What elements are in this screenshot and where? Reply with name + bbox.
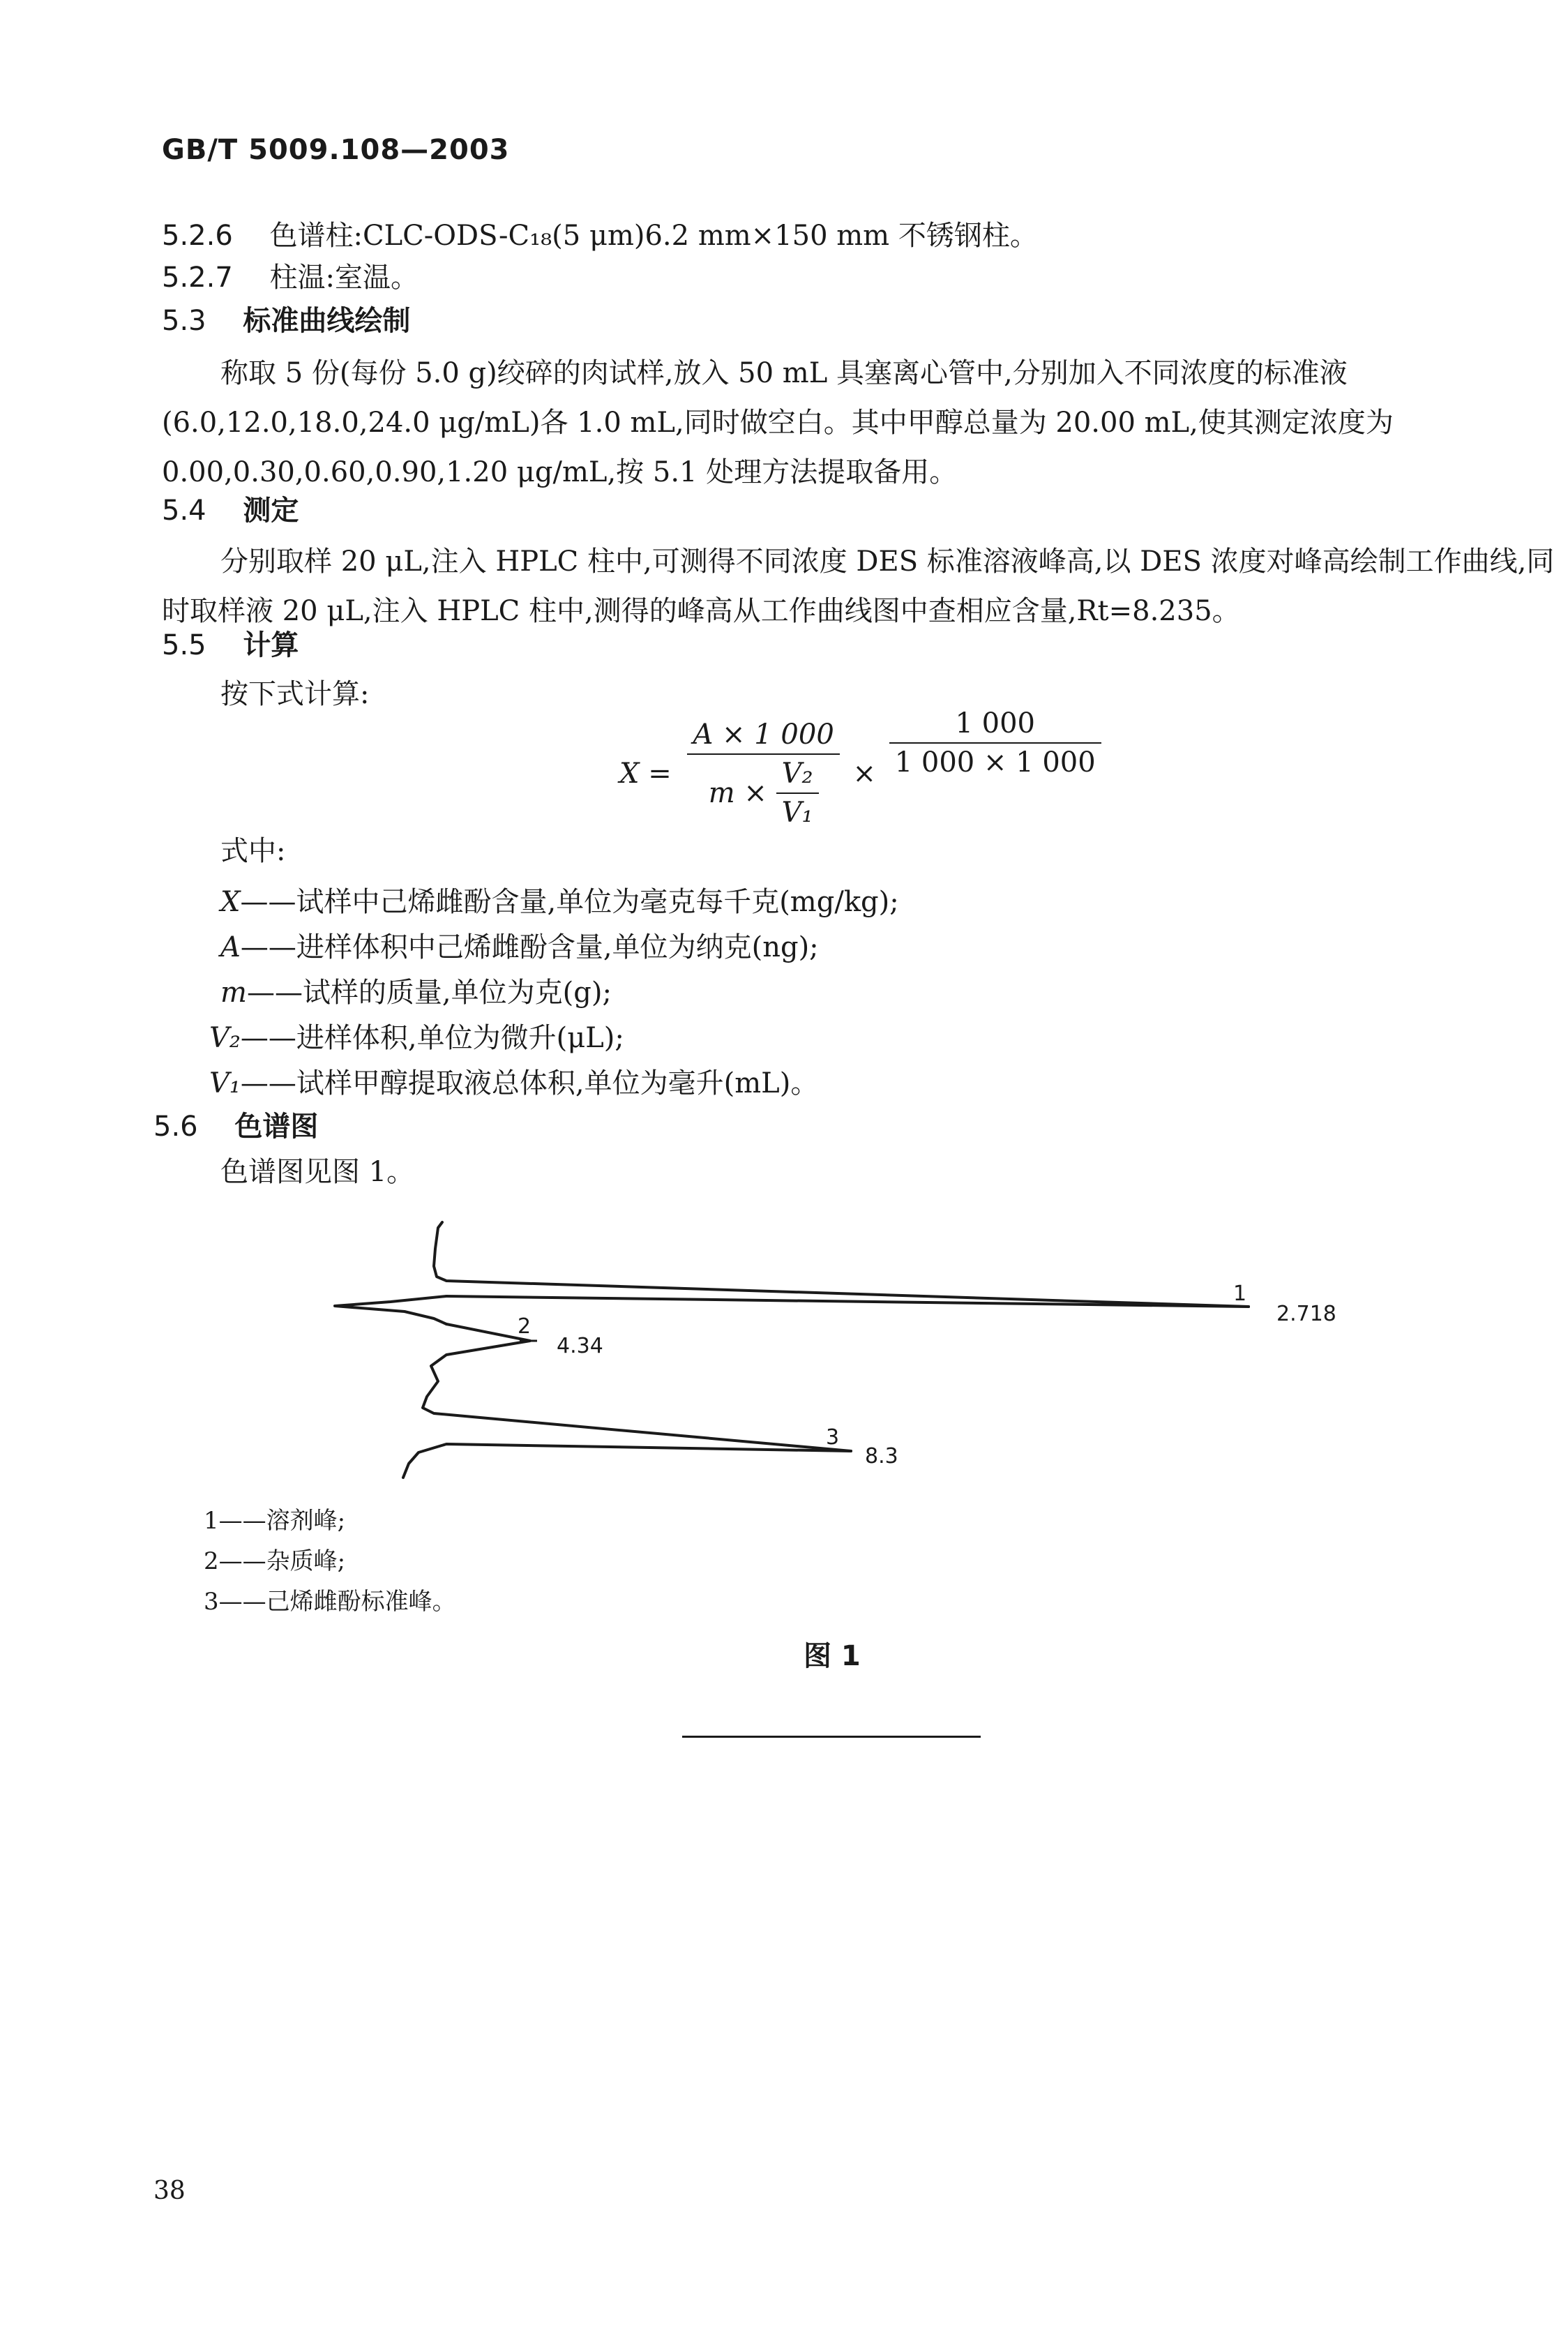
trace-peak-2 bbox=[423, 1324, 851, 1451]
trace-left-tail bbox=[335, 1296, 446, 1324]
clause-text: 柱温:室温。 bbox=[269, 262, 419, 294]
var-symbol: V₁ bbox=[209, 1067, 241, 1099]
clause-number: 5.2.6 bbox=[162, 220, 233, 252]
formula-numerator-2: 1 000 bbox=[889, 707, 1101, 744]
peak-3-id: 3 bbox=[826, 1425, 840, 1450]
formula-times: × bbox=[852, 758, 877, 790]
clause-number: 5.2.7 bbox=[162, 262, 233, 294]
peak-3-rt: 8.3 bbox=[865, 1444, 898, 1468]
section-5-3-body: 称取 5 份(每份 5.0 g)绞碎的肉试样,放入 50 mL 具塞离心管中,分别加入不同浓度的标准液(6.0,12.0,18.0,24.0 μg/mL)各 1.0 mL,同时做空白。其中甲醇总量为 20.00 mL,使其测定浓度为 0.00,0.30,0.60,0.90,1.20 μg/mL,按 5.1 处理方法提取备用。 bbox=[162, 357, 1394, 488]
section-number: 5.6 bbox=[153, 1111, 198, 1143]
formula-lhs: X = bbox=[619, 758, 672, 790]
peak-1-rt: 2.718 bbox=[1276, 1302, 1336, 1326]
standard-code: GB/T 5009.108—2003 bbox=[162, 134, 510, 166]
var-symbol: A bbox=[220, 931, 241, 963]
formula-intro: 按下式计算: bbox=[220, 678, 370, 710]
where-label: 式中: bbox=[220, 835, 286, 867]
section-number: 5.3 bbox=[162, 305, 206, 337]
legend-item-1: 1——溶剂峰; bbox=[204, 1507, 346, 1535]
end-rule bbox=[682, 1736, 981, 1738]
peak-2-rt: 4.34 bbox=[557, 1334, 603, 1358]
figure-caption: 图 1 bbox=[804, 1640, 861, 1672]
section-title: 色谱图 bbox=[234, 1111, 319, 1143]
var-description: ——进样体积,单位为微升(μL); bbox=[240, 1022, 624, 1054]
trace-start bbox=[434, 1222, 1249, 1307]
peak-1-id: 1 bbox=[1233, 1282, 1247, 1306]
section-5-6-body: 色谱图见图 1。 bbox=[220, 1156, 415, 1188]
section-title: 标准曲线绘制 bbox=[243, 305, 411, 337]
section-number: 5.5 bbox=[162, 629, 206, 661]
section-number: 5.4 bbox=[162, 495, 206, 527]
peak-2-id: 2 bbox=[518, 1314, 532, 1339]
page-number: 38 bbox=[153, 2177, 186, 2205]
section-title: 测定 bbox=[243, 495, 299, 527]
formula-numerator-1: A × 1 000 bbox=[687, 719, 839, 755]
denominator-prefix: m × bbox=[708, 777, 767, 809]
var-symbol: V₂ bbox=[209, 1022, 241, 1054]
formula-denominator-2: 1 000 × 1 000 bbox=[894, 746, 1096, 779]
var-description: ——进样体积中己烯雌酚含量,单位为纳克(ng); bbox=[240, 931, 819, 963]
inner-denominator: V₁ bbox=[781, 797, 813, 829]
clause-text: 色谱柱:CLC-ODS-C₁₈(5 μm)6.2 mm×150 mm 不锈钢柱。 bbox=[269, 220, 1038, 252]
legend-item-2: 2——杂质峰; bbox=[204, 1547, 346, 1575]
inner-numerator: V₂ bbox=[776, 758, 819, 794]
var-description: ——试样甲醇提取液总体积,单位为毫升(mL)。 bbox=[240, 1067, 819, 1099]
section-5-4-body: 分别取样 20 μL,注入 HPLC 柱中,可测得不同浓度 DES 标准溶液峰高,以 DES 浓度对峰高绘制工作曲线,同时取样液 20 μL,注入 HPLC 柱中,测得的峰高从工作曲线图中查相应含量,Rt=8.235。 bbox=[162, 546, 1555, 627]
var-symbol: X bbox=[220, 886, 241, 918]
section-title: 计算 bbox=[243, 629, 299, 661]
var-description: ——试样中己烯雌酚含量,单位为毫克每千克(mg/kg); bbox=[240, 886, 899, 918]
var-description: ——试样的质量,单位为克(g); bbox=[246, 977, 612, 1009]
legend-item-3: 3——己烯雌酚标准峰。 bbox=[204, 1588, 456, 1616]
var-symbol: m bbox=[220, 977, 247, 1009]
trace-peak-3 bbox=[403, 1444, 851, 1478]
